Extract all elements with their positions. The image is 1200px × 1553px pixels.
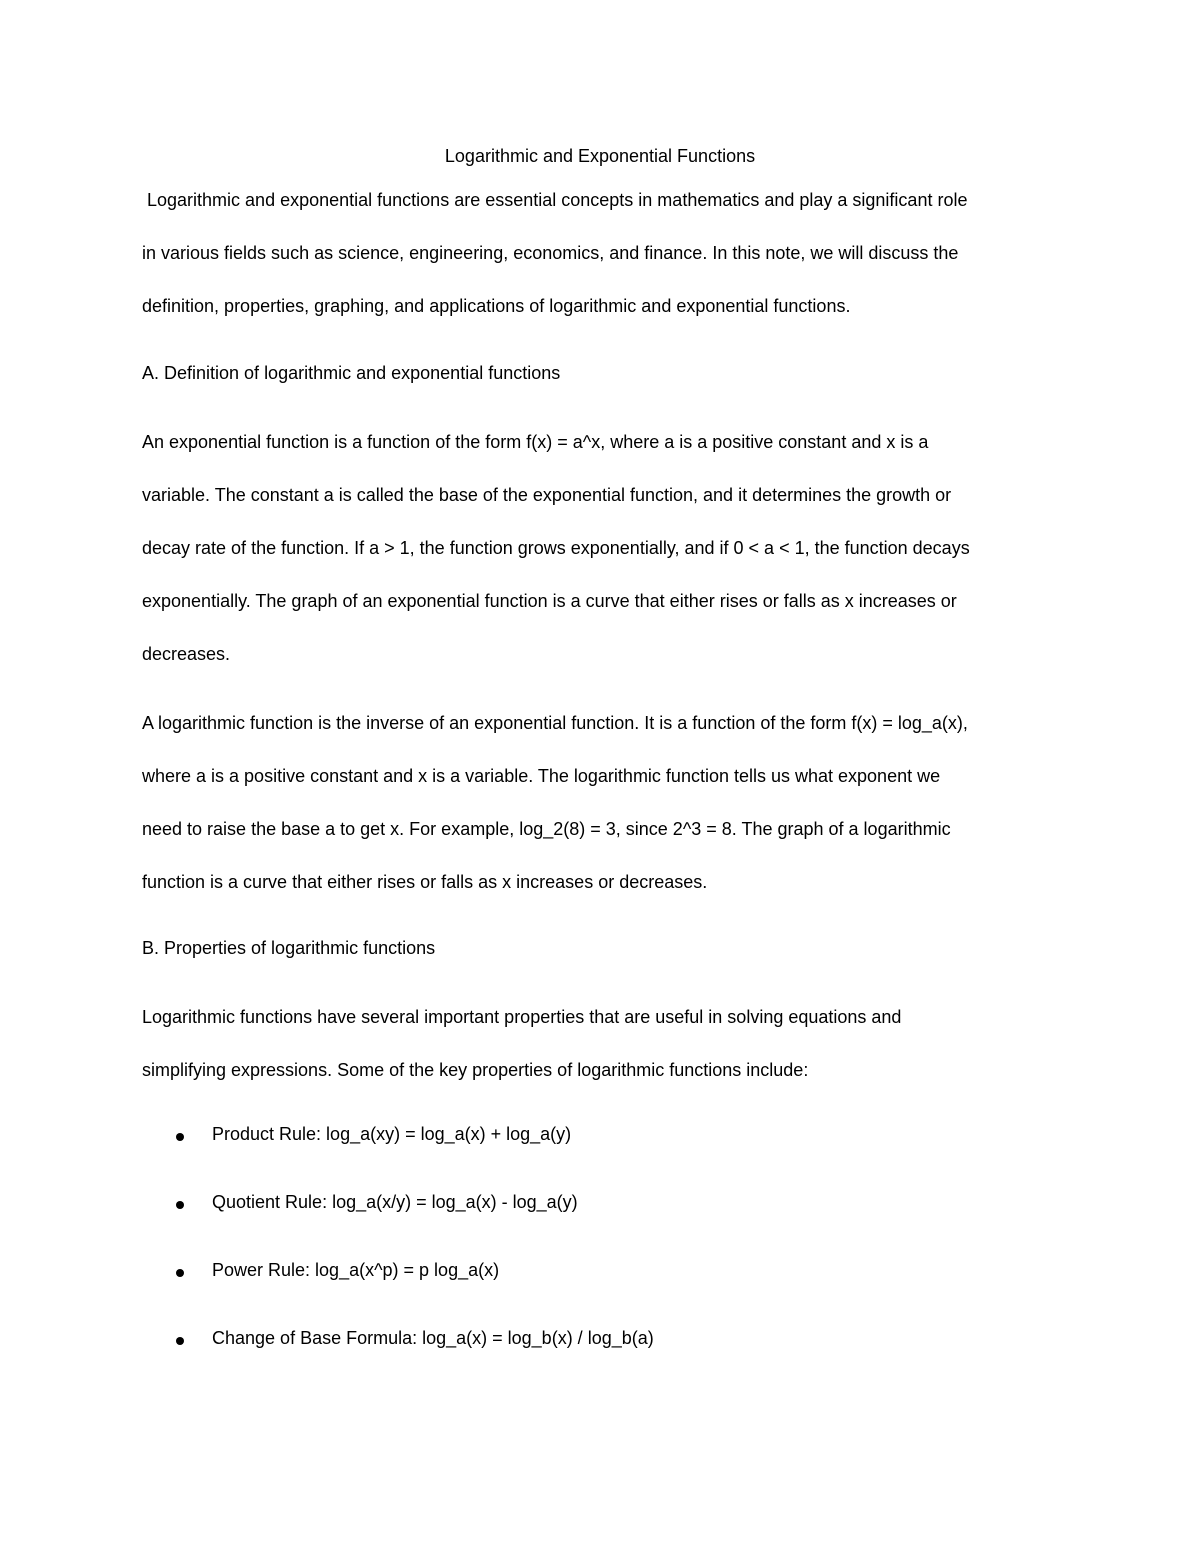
- paragraph-line: A logarithmic function is the inverse of an exponential function. It is a function of the form f(x) = log_a(x),: [142, 713, 968, 733]
- section-a-paragraph-2: [142, 697, 1072, 909]
- paragraph-line: variable. The constant a is called the base of the exponential function, and it determines the growth or: [142, 485, 952, 505]
- paragraph-line: exponentially. The graph of an exponential function is a curve that either rises or falls as x increases or: [142, 591, 957, 611]
- intro-line: definition, properties, graphing, and applications of logarithmic and exponential functions.: [142, 296, 851, 316]
- document-title: Logarithmic and Exponential Functions: [444, 146, 756, 166]
- paragraph-line: decay rate of the function. If a > 1, the function grows exponentially, and if 0 < a < 1, the function decays: [142, 538, 970, 558]
- paragraph-line: Logarithmic functions have several important properties that are useful in solving equations and: [142, 1007, 902, 1027]
- list-item-text: Product Rule: log_a(xy) = log_a(x) + log_a(y): [212, 1124, 572, 1144]
- paragraph-line: where a is a positive constant and x is a variable. The logarithmic function tells us what exponent we: [142, 766, 941, 786]
- section-b-paragraph: [142, 991, 1072, 1097]
- list-item-text: Change of Base Formula: log_a(x) = log_b(x) / log_b(a): [212, 1328, 654, 1348]
- paragraph-line: decreases.: [142, 644, 231, 664]
- intro-paragraph: [142, 174, 1072, 333]
- section-a-heading: A. Definition of logarithmic and exponential functions: [142, 363, 561, 383]
- section-b-heading: B. Properties of logarithmic functions: [142, 938, 436, 958]
- paragraph-line: simplifying expressions. Some of the key properties of logarithmic functions include:: [142, 1060, 809, 1080]
- list-item-text: Quotient Rule: log_a(x/y) = log_a(x) - log_a(y): [212, 1192, 578, 1212]
- bullet-icon: [176, 1337, 184, 1345]
- bullet-icon: [176, 1201, 184, 1209]
- paragraph-line: need to raise the base a to get x. For example, log_2(8) = 3, since 2^3 = 8. The graph of a logarithmic: [142, 819, 951, 839]
- paragraph-line: An exponential function is a function of the form f(x) = a^x, where a is a positive constant and x is a: [142, 432, 929, 452]
- section-a-paragraph-1: [142, 416, 1072, 681]
- intro-line: Logarithmic and exponential functions are essential concepts in mathematics and play a significant role: [142, 190, 968, 210]
- list-item-text: Power Rule: log_a(x^p) = p log_a(x): [212, 1260, 500, 1280]
- paragraph-line: function is a curve that either rises or falls as x increases or decreases.: [142, 872, 708, 892]
- intro-line: in various fields such as science, engineering, economics, and finance. In this note, we will discuss the: [142, 243, 959, 263]
- bullet-icon: [176, 1269, 184, 1277]
- bullet-icon: [176, 1133, 184, 1141]
